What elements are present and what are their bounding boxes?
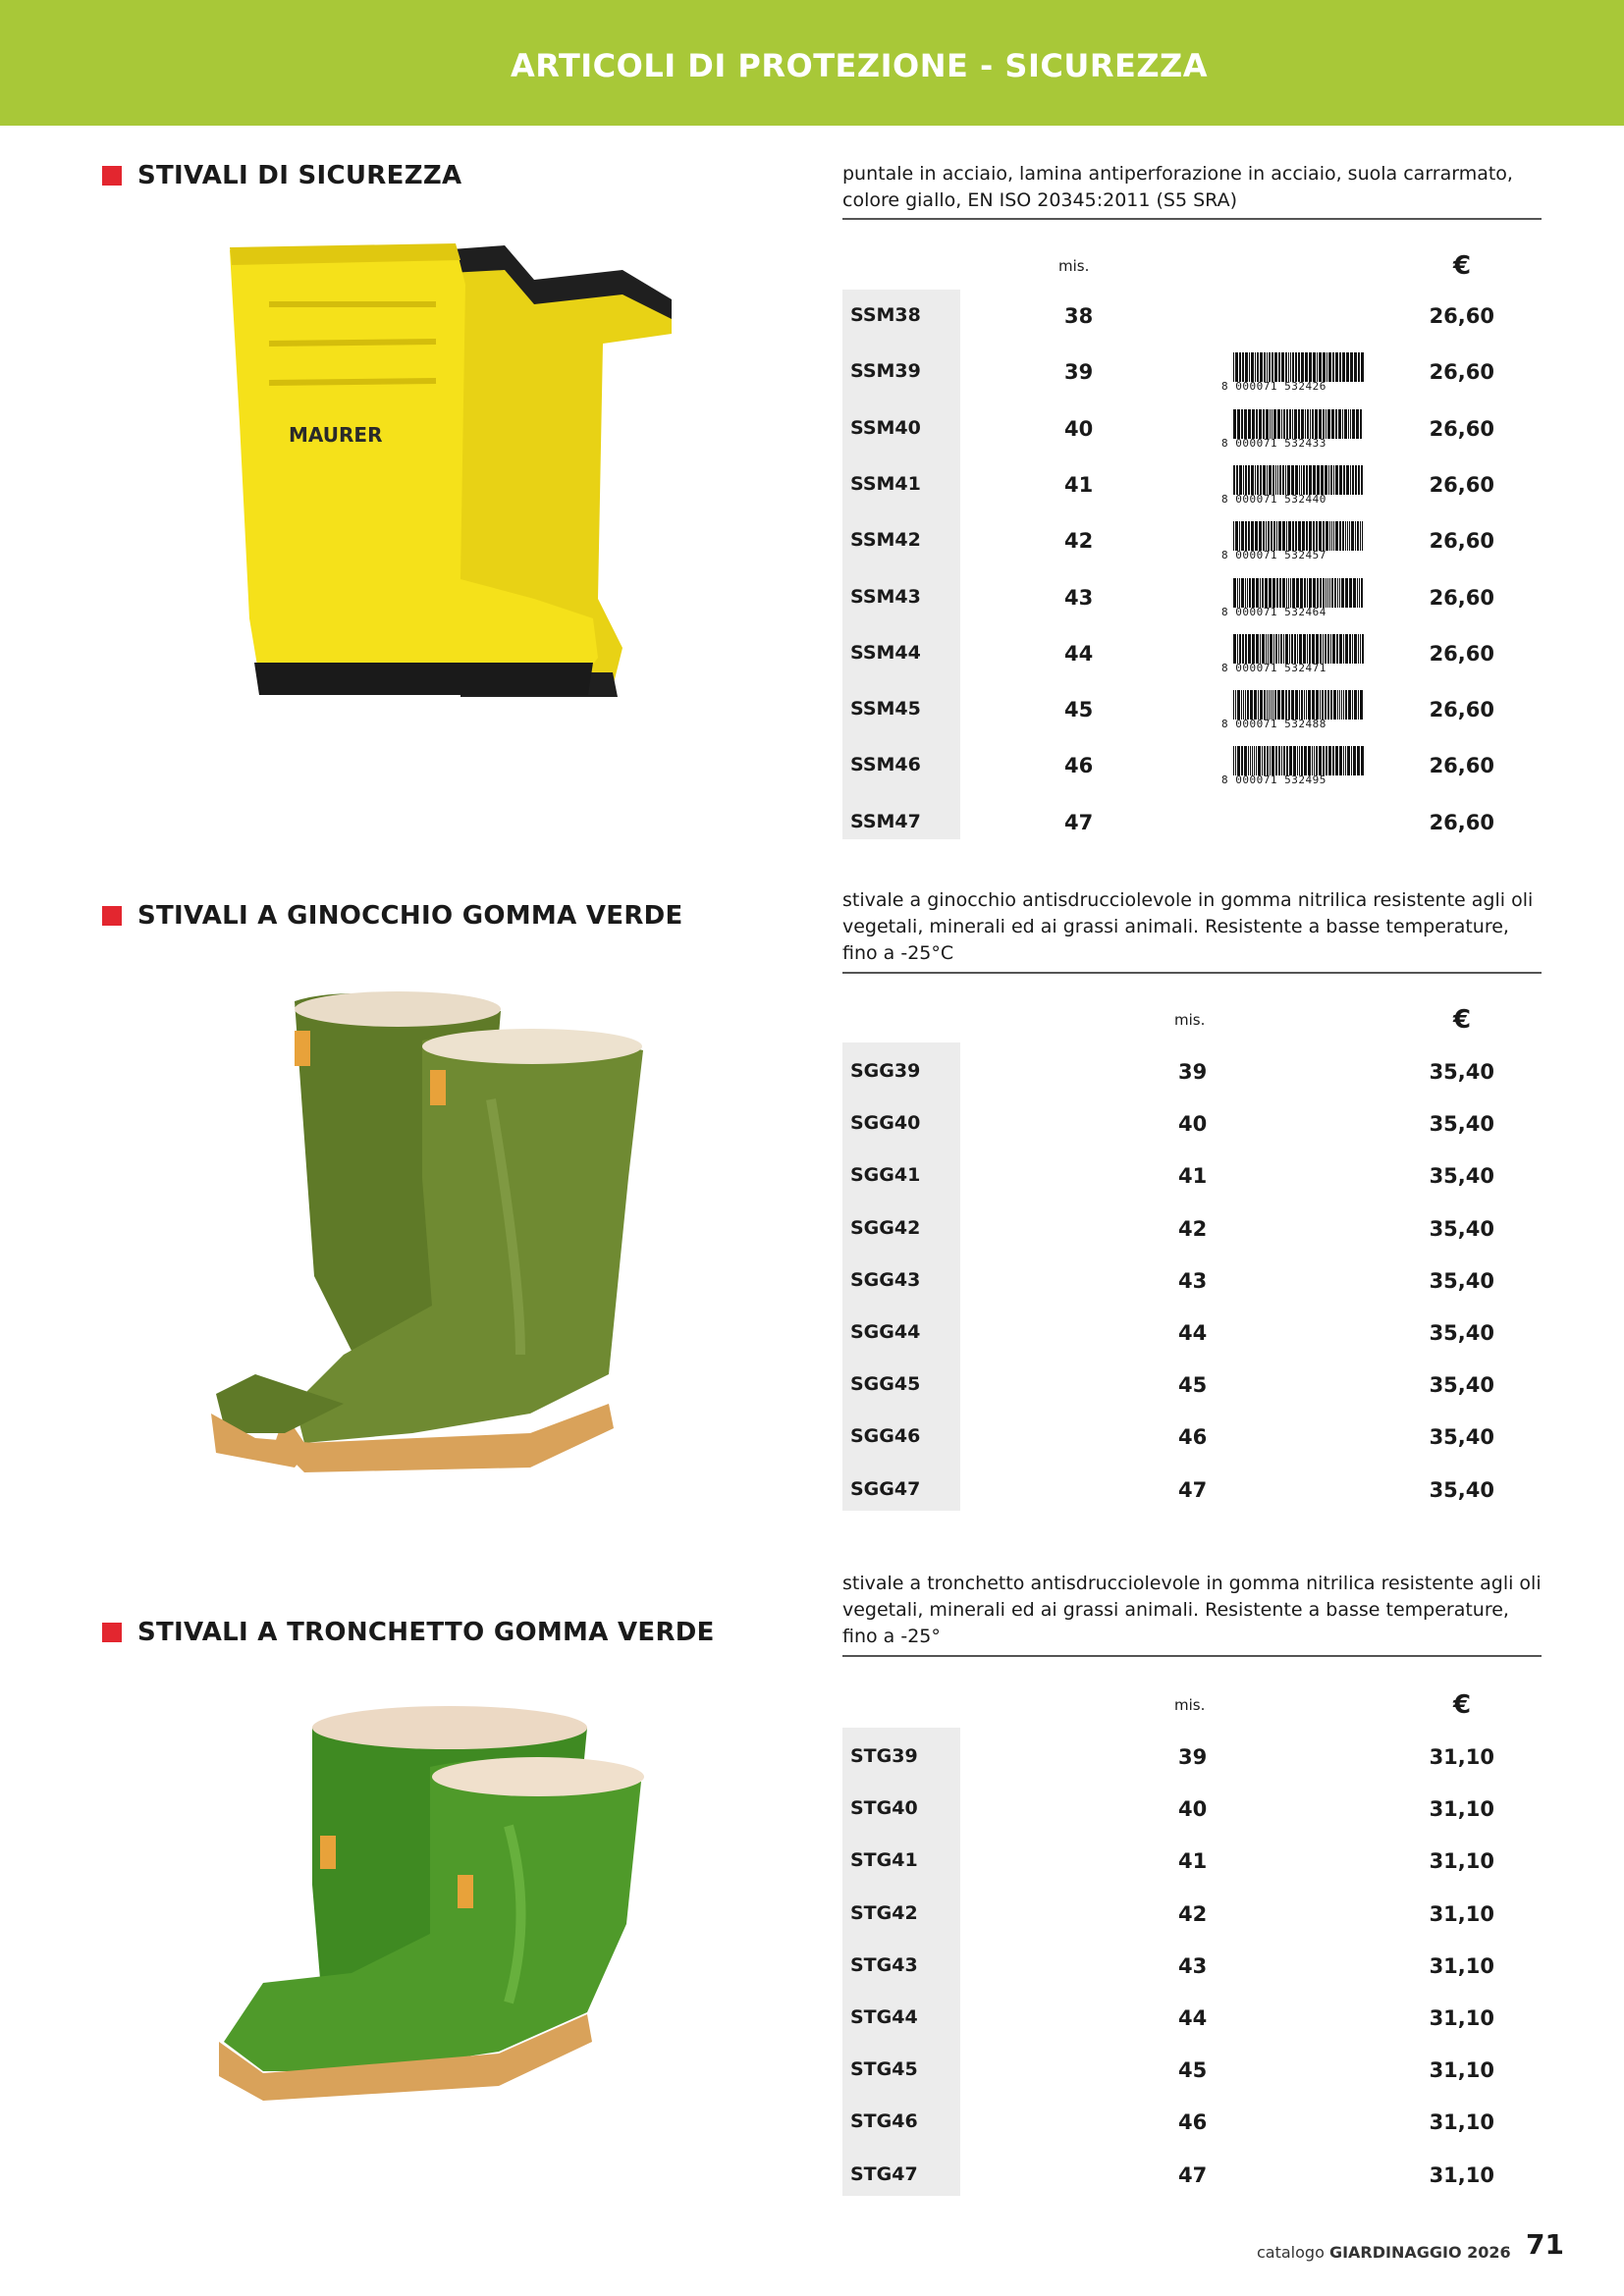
- barcode-bars: [1233, 352, 1365, 382]
- product-price: 31,10: [1429, 2006, 1494, 2030]
- product-code: SSM46: [850, 754, 921, 776]
- product-size: 45: [1064, 698, 1094, 722]
- section-title: STIVALI A TRONCHETTO GOMMA VERDE: [137, 1618, 715, 1647]
- product-price: 31,10: [1429, 2058, 1494, 2083]
- product-price: 26,60: [1429, 360, 1494, 385]
- product-code: SGG42: [850, 1216, 921, 1239]
- product-size: 41: [1178, 1849, 1208, 1874]
- product-code: STG45: [850, 2058, 918, 2081]
- table-row: [842, 578, 1542, 617]
- section-title: STIVALI DI SICUREZZA: [137, 161, 462, 190]
- product-size: 41: [1178, 1164, 1208, 1189]
- barcode-bars: [1233, 746, 1365, 775]
- product-price: 31,10: [1429, 2110, 1494, 2135]
- product-price: 31,10: [1429, 1745, 1494, 1769]
- product-price: 31,10: [1429, 1953, 1494, 1978]
- barcode-number: 8 000071 532488: [1221, 718, 1326, 731]
- product-price: 31,10: [1429, 1901, 1494, 1926]
- barcode-bars: [1233, 578, 1365, 608]
- product-size: 39: [1064, 360, 1094, 385]
- product-code: STG40: [850, 1797, 918, 1820]
- product-size: 44: [1178, 2006, 1208, 2030]
- table-row: [842, 1789, 1542, 1829]
- barcode-bars: [1233, 634, 1365, 664]
- product-code: SGG44: [850, 1321, 921, 1343]
- header-band: [0, 0, 1624, 126]
- product-size: 40: [1178, 1112, 1208, 1137]
- product-price: 31,10: [1429, 1797, 1494, 1822]
- product-price: 35,40: [1429, 1373, 1494, 1398]
- product-size: 45: [1178, 1373, 1208, 1398]
- product-size: 39: [1178, 1745, 1208, 1769]
- yellow-safety-boots-image: [210, 226, 681, 707]
- product-price: 26,60: [1429, 698, 1494, 722]
- product-code: SSM43: [850, 585, 921, 608]
- product-size: 47: [1064, 810, 1094, 834]
- product-size: 42: [1064, 529, 1094, 554]
- red-square-marker-icon: [102, 1623, 122, 1642]
- product-code: STG43: [850, 1953, 918, 1976]
- product-code: STG42: [850, 1901, 918, 1924]
- table-row: [842, 1313, 1542, 1353]
- product-price: 26,60: [1429, 810, 1494, 834]
- product-price: 35,40: [1429, 1268, 1494, 1293]
- barcode: [1221, 746, 1369, 785]
- section-heading-stivali-sicurezza: [102, 161, 461, 190]
- divider: [842, 218, 1542, 220]
- table-row: [842, 1104, 1542, 1144]
- barcode-number: 8 000071 532440: [1221, 492, 1326, 506]
- page-title: ARTICOLI DI PROTEZIONE - SICUREZZA: [510, 47, 1208, 84]
- product-code: STG39: [850, 1745, 918, 1767]
- barcode-number: 8 000071 532426: [1221, 380, 1326, 394]
- table-row: [842, 1999, 1542, 2038]
- table-row: [842, 690, 1542, 729]
- product-price: 26,60: [1429, 529, 1494, 554]
- product-code: SGG43: [850, 1268, 921, 1291]
- product-code: SSM41: [850, 472, 921, 495]
- barcode: [1221, 690, 1369, 729]
- product-price: 26,60: [1429, 416, 1494, 441]
- green-short-boots-image: [204, 1688, 656, 2140]
- table-row: [842, 2103, 1542, 2142]
- product-code: SGG46: [850, 1425, 921, 1448]
- product-size: 44: [1178, 1321, 1208, 1345]
- product-code: STG47: [850, 2163, 918, 2185]
- product-price: 35,40: [1429, 1216, 1494, 1241]
- product-code: SSM44: [850, 641, 921, 664]
- product-size: 38: [1064, 304, 1094, 328]
- barcode-bars: [1233, 690, 1365, 720]
- section-heading-stivali-ginocchio: [102, 901, 683, 931]
- table-row: [842, 1470, 1542, 1510]
- product-size: 42: [1178, 1901, 1208, 1926]
- price-column-header: €: [1453, 1005, 1472, 1035]
- product-code: SGG40: [850, 1112, 921, 1135]
- barcode: [1221, 409, 1369, 449]
- product-code: SGG45: [850, 1373, 921, 1396]
- footer-catalog-prefix: catalogo: [1257, 2243, 1329, 2262]
- product-price: 35,40: [1429, 1477, 1494, 1502]
- barcode-bars: [1233, 409, 1365, 439]
- section-title: STIVALI A GINOCCHIO GOMMA VERDE: [137, 901, 683, 931]
- divider: [842, 972, 1542, 974]
- table-row: [842, 2156, 1542, 2195]
- product-size: 46: [1178, 1425, 1208, 1450]
- product-price: 26,60: [1429, 472, 1494, 497]
- product-price: 31,10: [1429, 1849, 1494, 1874]
- table-row: [842, 1947, 1542, 1986]
- product-code: STG41: [850, 1849, 918, 1872]
- product-code: SSM47: [850, 810, 921, 832]
- table-row: [842, 1261, 1542, 1301]
- product-code: SSM39: [850, 360, 921, 383]
- table-row: [842, 296, 1542, 336]
- product-size: 47: [1178, 2163, 1208, 2187]
- maurer-logo: MAURER: [289, 423, 383, 447]
- product-price: 26,60: [1429, 304, 1494, 328]
- product-size: 44: [1064, 641, 1094, 666]
- product-size: 47: [1178, 1477, 1208, 1502]
- table-row: [842, 803, 1542, 842]
- barcode: [1221, 578, 1369, 617]
- product-size: 39: [1178, 1060, 1208, 1084]
- product-size: 42: [1178, 1216, 1208, 1241]
- product-code: SGG47: [850, 1477, 921, 1500]
- barcode: [1221, 352, 1369, 392]
- table-row: [842, 1365, 1542, 1405]
- table-row: [842, 409, 1542, 449]
- table-row: [842, 634, 1542, 673]
- product-size: 43: [1178, 1268, 1208, 1293]
- product-price: 31,10: [1429, 2163, 1494, 2187]
- footer-catalog-label: [1257, 2243, 1511, 2262]
- table-row: [842, 1842, 1542, 1881]
- barcode-number: 8 000071 532464: [1221, 605, 1326, 618]
- barcode-number: 8 000071 532457: [1221, 549, 1326, 562]
- size-column-header: mis.: [1174, 1011, 1206, 1029]
- section-heading-stivali-tronchetto: [102, 1618, 715, 1647]
- barcode-bars: [1233, 465, 1365, 495]
- table-row: [842, 1895, 1542, 1934]
- product-code: SGG39: [850, 1060, 921, 1082]
- price-column-header: €: [1453, 1690, 1472, 1720]
- table-row: [842, 465, 1542, 505]
- product-size: 45: [1178, 2058, 1208, 2083]
- table-row: [842, 1209, 1542, 1249]
- price-column-header: €: [1453, 251, 1472, 281]
- product-size: 40: [1178, 1797, 1208, 1822]
- barcode-number: 8 000071 532495: [1221, 774, 1326, 787]
- page-number: 71: [1526, 2228, 1564, 2261]
- divider: [842, 1655, 1542, 1657]
- product-price: 35,40: [1429, 1425, 1494, 1450]
- product-code: SGG41: [850, 1164, 921, 1187]
- barcode-number: 8 000071 532433: [1221, 436, 1326, 450]
- product-price: 35,40: [1429, 1112, 1494, 1137]
- table-row: [842, 2051, 1542, 2090]
- table-row: [842, 521, 1542, 561]
- green-knee-boots-image: [196, 982, 658, 1482]
- table-row: [842, 1417, 1542, 1457]
- section-description: stivale a ginocchio antisdrucciolevole in gomma nitrilica resistente agli oli vegetali, minerali ed ai grassi animali. Resistente a basse temperature, fino a -25°C: [842, 889, 1534, 964]
- table-row: [842, 746, 1542, 785]
- product-size: 41: [1064, 472, 1094, 497]
- product-code: STG46: [850, 2110, 918, 2133]
- product-price: 35,40: [1429, 1164, 1494, 1189]
- section-description: puntale in acciaio, lamina antiperforazione in acciaio, suola carrarmato, colore giallo, EN ISO 20345:2011 (S5 SRA): [842, 163, 1513, 211]
- product-price: 26,60: [1429, 641, 1494, 666]
- table-row: [842, 1052, 1542, 1092]
- barcode-bars: [1233, 521, 1365, 551]
- product-size: 46: [1178, 2110, 1208, 2135]
- product-price: 26,60: [1429, 585, 1494, 610]
- product-size: 46: [1064, 754, 1094, 778]
- red-square-marker-icon: [102, 906, 122, 926]
- size-column-header: mis.: [1058, 257, 1090, 275]
- product-price: 35,40: [1429, 1321, 1494, 1345]
- red-square-marker-icon: [102, 166, 122, 186]
- barcode: [1221, 465, 1369, 505]
- product-code: SSM38: [850, 304, 921, 326]
- product-price: 35,40: [1429, 1060, 1494, 1084]
- product-size: 43: [1064, 585, 1094, 610]
- product-code: SSM42: [850, 529, 921, 552]
- product-code: SSM45: [850, 698, 921, 721]
- barcode: [1221, 521, 1369, 561]
- product-size: 40: [1064, 416, 1094, 441]
- product-size: 43: [1178, 1953, 1208, 1978]
- footer-catalog-name: GIARDINAGGIO 2026: [1328, 2243, 1511, 2262]
- product-code: STG44: [850, 2006, 918, 2028]
- barcode: [1221, 634, 1369, 673]
- product-price: 26,60: [1429, 754, 1494, 778]
- barcode-number: 8 000071 532471: [1221, 661, 1326, 674]
- size-column-header: mis.: [1174, 1696, 1206, 1714]
- table-row: [842, 352, 1542, 392]
- table-row: [842, 1156, 1542, 1196]
- section-description: stivale a tronchetto antisdrucciolevole in gomma nitrilica resistente agli oli vegetali, minerali ed ai grassi animali. Resistente a basse temperature, fino a -25°: [842, 1573, 1542, 1647]
- product-code: SSM40: [850, 416, 921, 439]
- table-row: [842, 1737, 1542, 1777]
